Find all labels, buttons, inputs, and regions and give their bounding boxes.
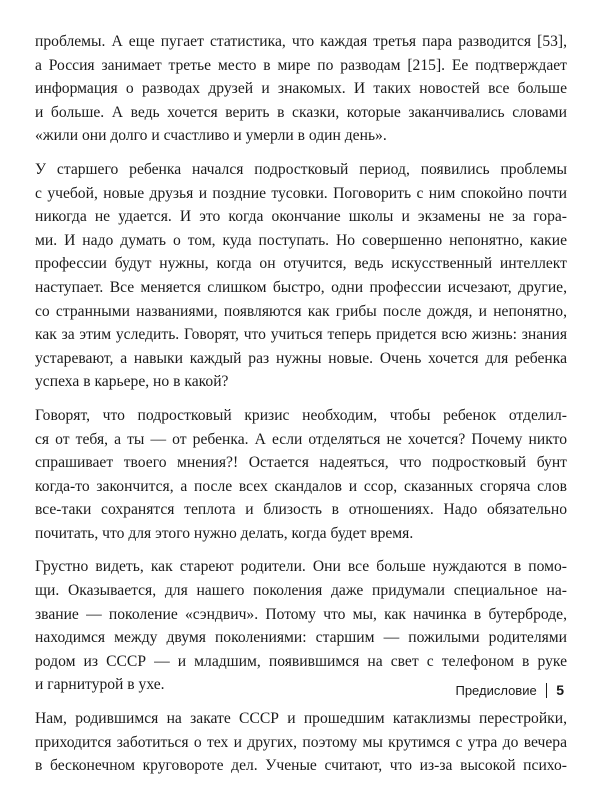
text-line: а Россия занимает третье место в мире по разводам [215]. Ее подтверждает bbox=[35, 56, 567, 74]
page-body bbox=[35, 30, 567, 788]
paragraph bbox=[35, 158, 567, 394]
text-line: Говорят, что подростковый кризис необходим, чтобы ребенок отделил- bbox=[35, 406, 567, 424]
text-line: никогда не удается. И это когда окончание школы и экзамены не за гора- bbox=[35, 208, 567, 226]
text-line: Нам, родившимся на закате СССР и прошедшим катаклизмы перестройки, bbox=[35, 710, 567, 728]
text-line: успеха в карьере, но в какой? bbox=[35, 373, 229, 391]
text-line: находимся между двумя поколениями: старшим — пожилыми родителями bbox=[35, 629, 567, 647]
text-line: в бесконечном круговороте дел. Ученые считают, что из-за высокой психо- bbox=[35, 757, 567, 775]
text-line: наступает. Все меняется слишком быстро, одни профессии исчезают, другие, bbox=[35, 278, 567, 296]
page-number: 5 bbox=[556, 682, 564, 698]
text-line: когда-то закончится, а после всех скандалов и ссор, сказанных сгоряча слов bbox=[35, 477, 567, 495]
section-title: Предисловие bbox=[455, 682, 537, 698]
text-line: У старшего ребенка начался подростковый период, появились проблемы bbox=[35, 160, 567, 178]
text-line: профессии будут нужны, когда он отучится, ведь искусственный интеллект bbox=[35, 255, 567, 273]
text-line: почитать, что для этого нужно делать, когда будет время. bbox=[35, 524, 414, 542]
paragraph bbox=[35, 707, 567, 778]
text-line: и больше. А ведь хочется верить в сказки, которые заканчивались словами bbox=[35, 103, 567, 121]
text-line: ми. И надо думать о том, куда поступать. Но совершенно непонятно, какие bbox=[35, 231, 567, 249]
text-line: «жили они долго и счастливо и умерли в один день». bbox=[35, 127, 387, 145]
text-line: родом из СССР — и младшим, появившимся на свет с телефоном в руке bbox=[35, 652, 567, 670]
footer-divider bbox=[546, 683, 548, 698]
text-line: и гарнитурой в ухе. bbox=[35, 676, 165, 694]
text-line: устаревают, а навыки каждый раз нужны новые. Очень хочется для ребенка bbox=[35, 349, 567, 367]
text-line: приходится заботиться о тех и других, поэтому мы крутимся с утра до вечера bbox=[35, 733, 567, 751]
text-line: ся от тебя, а ты — от ребенка. А если отделяться не хочется? Почему никто bbox=[35, 430, 567, 448]
page-footer bbox=[455, 682, 564, 698]
text-line: проблемы. А еще пугает статистика, что каждая третья пара разводится [53], bbox=[35, 33, 567, 50]
text-line: спрашивает твоего мнения?! Остается надеяться, что подростковый бунт bbox=[35, 454, 567, 472]
text-line: звание — поколение «сэндвич». Потому что мы, как начинка в бутерброде, bbox=[35, 605, 567, 623]
text-line: Грустно видеть, как стареют родители. Они все больше нуждаются в помо- bbox=[35, 558, 567, 576]
text-line: со странными названиями, появляются как грибы после дождя, и непонятно, bbox=[35, 302, 567, 320]
text-line: все-таки сохранятся теплота и близость в отношениях. Надо обязательно bbox=[35, 501, 567, 519]
text-line: с учебой, новые друзья и поздние тусовки. Поговорить с ним спокойно почти bbox=[35, 184, 567, 202]
paragraph bbox=[35, 555, 567, 697]
text-line: как за этим уследить. Говорят, что учиться теперь придется всю жизнь: знания bbox=[35, 326, 567, 344]
paragraph bbox=[35, 30, 567, 148]
paragraph bbox=[35, 404, 567, 546]
text-line: щи. Оказывается, для нашего поколения даже придумали специальное на- bbox=[35, 582, 567, 600]
text-line: информация о разводах друзей и знакомых. И таких новостей все больше bbox=[35, 80, 567, 98]
